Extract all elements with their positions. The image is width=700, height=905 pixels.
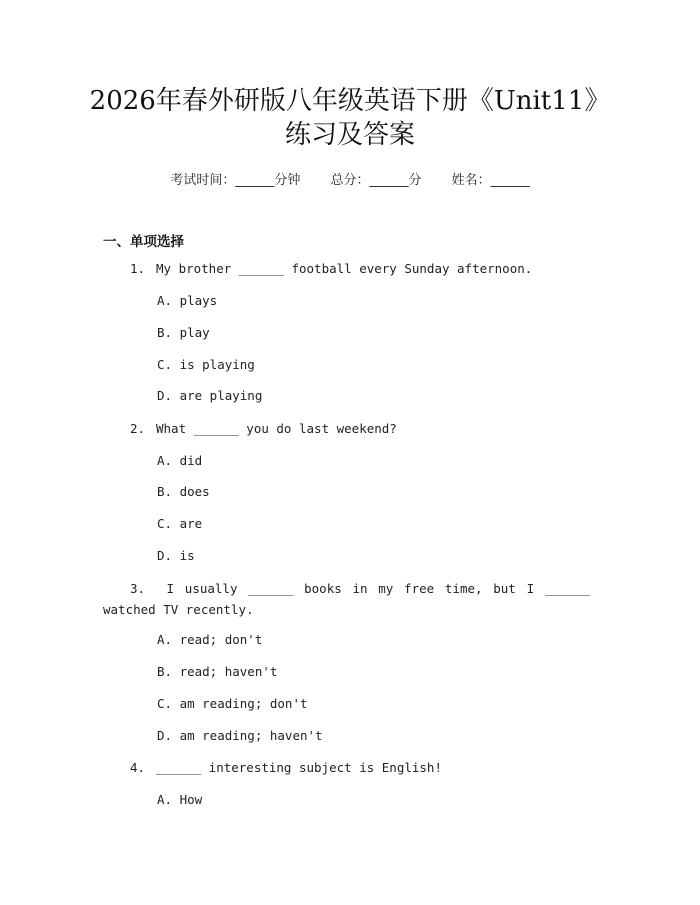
question-2 [130,419,397,439]
option-2b: B. does [157,484,210,499]
question-number: 1. [130,261,146,276]
option-2a: A. did [157,453,203,468]
option-3b: B. read; haven't [157,664,278,679]
title-line-2: 练习及答案 [284,120,415,150]
option-1d: D. are playing [157,388,263,403]
option-1b: B. play [157,325,210,340]
question-3 [103,578,590,620]
question-text: ______ interesting subject is English! [156,760,442,775]
option-4a: A. How [157,792,203,807]
question-text: What ______ you do last weekend? [156,421,397,436]
total-score-field: 总分：______分 [330,173,422,188]
question-4 [130,758,442,778]
question-number: 3. [130,581,146,596]
option-1c: C. is playing [157,357,255,372]
question-number: 2. [130,421,146,436]
option-3c: C. am reading; don't [157,696,308,711]
option-2d: D. is [157,548,195,563]
question-text: My brother ______ football every Sunday afternoon. [156,261,533,276]
exam-time-field: 考试时间：______分钟 [170,173,301,188]
question-text: I usually ______ books in my free time, but I ______ watched TV recently. [103,581,590,617]
option-1a: A. plays [157,293,218,308]
option-2c: C. are [157,516,203,531]
section-heading-multiple-choice: 一、单项选择 [103,234,184,250]
page-title [0,84,700,152]
title-line-1: 2026年春外研版八年级英语下册《Unit11》 [89,86,611,116]
option-3d: D. am reading; haven't [157,728,323,743]
student-name-field: 姓名：______ [451,173,530,188]
question-1 [130,259,532,279]
option-3a: A. read; don't [157,632,263,647]
exam-info-row [0,169,700,188]
question-number: 4. [130,760,146,775]
